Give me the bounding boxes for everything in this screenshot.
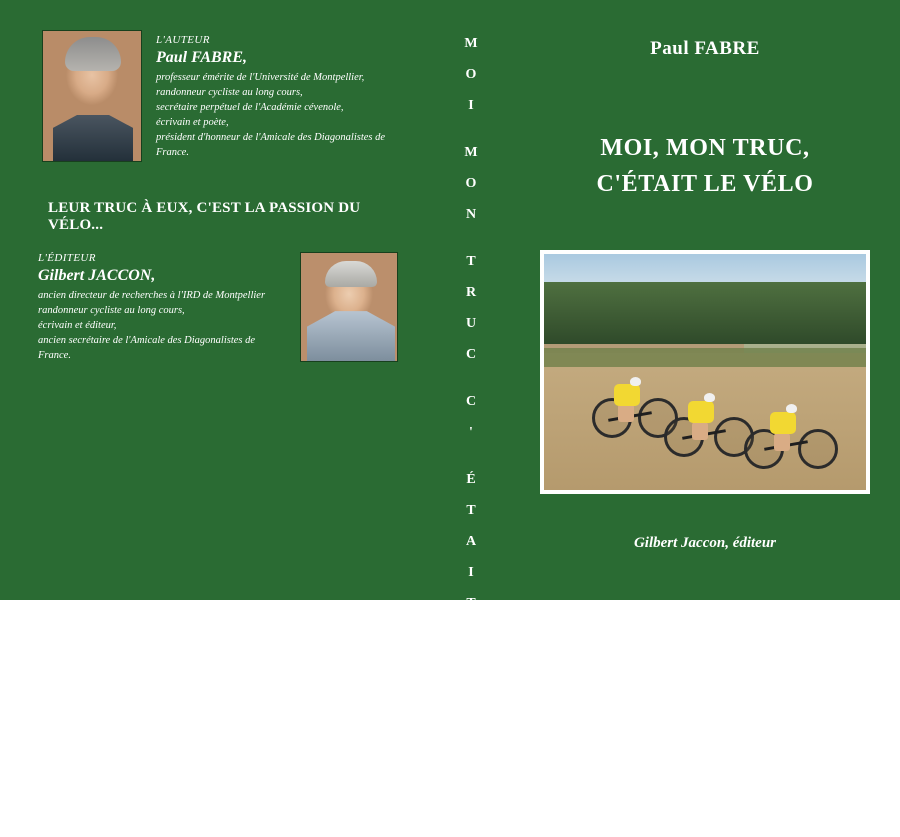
cyclist-helmet bbox=[704, 393, 715, 402]
spine-char: A bbox=[465, 534, 477, 549]
editor-text-column bbox=[38, 248, 290, 364]
photo-roadside-verge bbox=[544, 348, 866, 367]
spine-word-gap bbox=[432, 230, 510, 246]
spine-char: L bbox=[466, 783, 476, 798]
author-bio-line-6: France. bbox=[156, 146, 189, 158]
spine-char: V bbox=[465, 721, 477, 736]
cyclist-helmet bbox=[630, 377, 641, 386]
cover-photo bbox=[540, 250, 870, 494]
author-block bbox=[42, 30, 412, 162]
editor-portrait-photo bbox=[300, 252, 398, 362]
author-bio-line-2: randonneur cycliste au long cours, bbox=[156, 86, 303, 98]
spine-char: I bbox=[468, 565, 474, 580]
spine-char: M bbox=[464, 145, 478, 160]
author-text-column bbox=[156, 30, 385, 162]
front-cover-title bbox=[510, 130, 900, 202]
spine-word-gap bbox=[432, 370, 510, 386]
back-cover-panel bbox=[0, 0, 432, 600]
editor-name: Gilbert JACCON, bbox=[38, 267, 156, 284]
spine-word-gap bbox=[432, 697, 510, 713]
spine-char: O bbox=[465, 67, 477, 82]
front-cover-author: Paul FABRE bbox=[650, 38, 760, 59]
editor-block bbox=[38, 248, 418, 364]
spine-char: ' bbox=[469, 425, 473, 440]
editor-bio-line-2: randonneur cycliste au long cours, bbox=[38, 304, 185, 316]
author-name: Paul FABRE, bbox=[156, 49, 248, 66]
spine-char: R bbox=[465, 285, 477, 300]
spine-char: U bbox=[465, 316, 477, 331]
cyclist-jersey bbox=[614, 384, 640, 406]
cyclist-helmet bbox=[786, 404, 797, 413]
spine-char: E bbox=[466, 674, 476, 689]
author-role-label: L'AUTEUR bbox=[156, 34, 210, 46]
editor-role-label: L'ÉDITEUR bbox=[38, 252, 96, 264]
front-cover-title-line-2: C'ÉTAIT LE VÉLO bbox=[596, 171, 814, 197]
spine-word-gap bbox=[432, 619, 510, 635]
spine-char: C bbox=[465, 347, 477, 362]
cyclist-jersey bbox=[770, 412, 796, 434]
cyclist-legs bbox=[618, 404, 634, 422]
spine-word-gap bbox=[432, 121, 510, 137]
spine-char: T bbox=[466, 596, 476, 611]
front-cover-title-line-1: MOI, MON TRUC, bbox=[600, 135, 810, 161]
spine-char: I bbox=[468, 98, 474, 113]
author-portrait-photo bbox=[42, 30, 142, 162]
spine-char: L bbox=[466, 643, 476, 658]
cyclist-legs bbox=[774, 433, 790, 451]
spine-panel bbox=[432, 0, 510, 829]
author-bio-line-4: écrivain et poète, bbox=[156, 116, 229, 128]
spine-char: O bbox=[465, 814, 477, 829]
spine-char: T bbox=[466, 503, 476, 518]
front-cover-editor-credit: Gilbert Jaccon, éditeur bbox=[633, 535, 777, 551]
photo-treeline bbox=[544, 282, 866, 343]
spine-char: C bbox=[465, 394, 477, 409]
spine-char: O bbox=[465, 176, 477, 191]
back-cover-tagline: LEUR TRUC À EUX, C'EST LA PASSION DU VÉLO... bbox=[48, 200, 361, 233]
editor-bio-line-1: ancien directeur de recherches à l'IRD de Montpellier bbox=[38, 290, 266, 301]
editor-bio-line-5: France. bbox=[38, 349, 71, 361]
author-bio-line-1: professeur émérite de l'Université de Montpellier, bbox=[156, 72, 365, 83]
front-cover-panel bbox=[510, 0, 900, 600]
spine-word-gap bbox=[432, 448, 510, 464]
cyclist-jersey bbox=[688, 401, 714, 423]
spine-char: T bbox=[466, 254, 476, 269]
spine-char: É bbox=[466, 472, 476, 487]
spine-char: É bbox=[466, 752, 476, 767]
spine-title bbox=[432, 28, 510, 837]
author-bio-line-3: secrétaire perpétuel de l'Académie cévenole, bbox=[156, 101, 344, 113]
editor-bio-line-4: ancien secrétaire de l'Amicale des Diagonalistes de bbox=[38, 334, 256, 346]
author-bio-line-5: président d'honneur de l'Amicale des Diagonalistes de bbox=[156, 131, 386, 143]
editor-bio-line-3: écrivain et éditeur, bbox=[38, 319, 117, 331]
spine-char: M bbox=[464, 36, 478, 51]
spine-char: N bbox=[465, 207, 477, 222]
bicycle-wheel bbox=[798, 429, 838, 469]
cyclist-legs bbox=[692, 422, 708, 440]
